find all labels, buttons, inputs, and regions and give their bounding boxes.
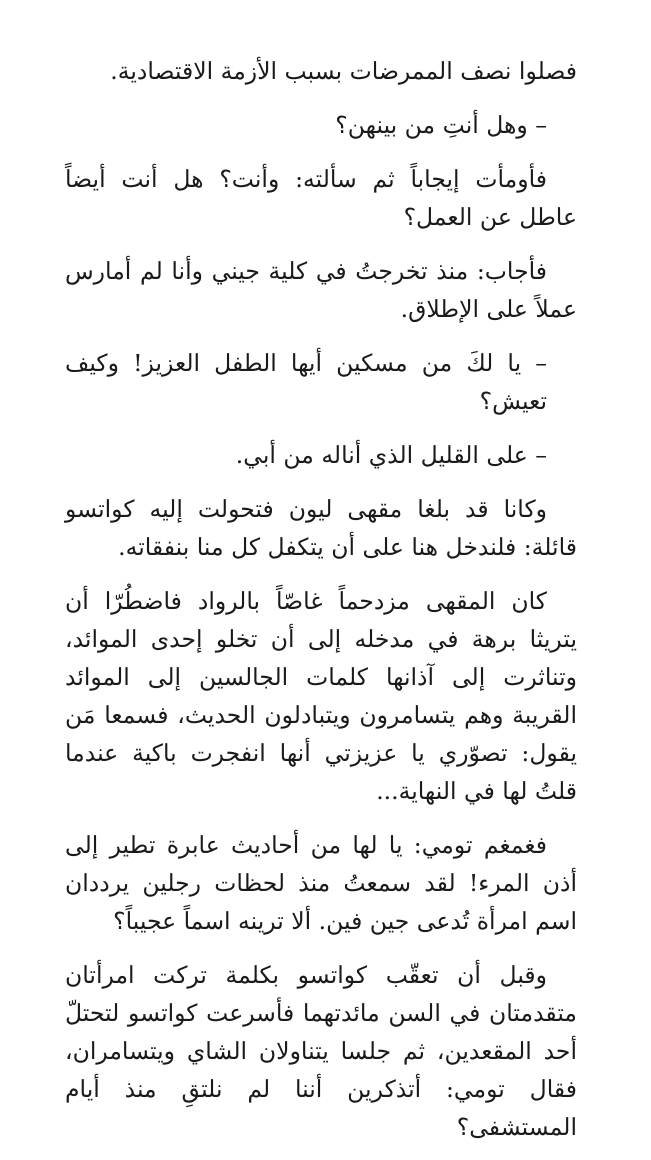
book-page — [65, 52, 577, 1160]
paragraph-dialog-from-father: – على القليل الذي أناله من أبي. — [235, 441, 547, 469]
paragraph-are-you-unemployed: فأومأت إيجاباً ثم سألته: وأنت؟ هل أنت أيضاً عاطل عن العمل؟ — [65, 165, 577, 231]
paragraph-crowded-cafe: كان المقهى مزدحماً غاصّاً بالرواد فاضطُرّا أن يتريثا برهة في مدخله إلى أن تخلو إحدى الموائد، وتناثرت إلى آذانها كلمات الجالسين إلى الموائد القريبة وهم يتسامرون ويتبادلون الحديث، فسمعا مَن يقول: تصوّري يا عزيزتي أنها انفجرت باكية عندما قلتُ لها في النهاية... — [65, 587, 577, 805]
paragraph-nurses-dismissed: فصلوا نصف الممرضات بسبب الأزمة الاقتصادية. — [110, 57, 577, 85]
paragraph-jane-finn-name: فغمغم تومي: يا لها من أحاديث عابرة تطير إلى أذن المرء! لقد سمعتُ منذ لحظات رجلين يرددان اسم امرأة تُدعى جين فين. ألا ترينه اسماً عجيباً؟ — [65, 831, 577, 935]
paragraph-never-worked: فأجاب: منذ تخرجتُ في كلية جيني وأنا لم أمارس عملاً على الإطلاق. — [65, 257, 577, 323]
paragraph-dialog-are-you-among-them: – وهل أنتِ من بينهن؟ — [335, 111, 547, 139]
paragraph-dialog-poor-child: – يا لكَ من مسكين أيها الطفل العزيز! وكيف تعيش؟ — [65, 349, 547, 415]
paragraph-lyon-cafe: وكانا قد بلغا مقهى ليون فتحولت إليه كواتسو قائلة: فلندخل هنا على أن يتكفل كل منا بنفقاته. — [65, 495, 577, 561]
paragraph-hospital-days: وقبل أن تعقّب كواتسو بكلمة تركت امرأتان متقدمتان في السن مائدتهما فأسرعت كواتسو لتحتلّ أحد المقعدين، ثم جلسا يتناولان الشاي ويتسامران، فقال تومي: أتذكرين أننا لم نلتقِ منذ أيام المستشفى؟ — [65, 961, 577, 1141]
